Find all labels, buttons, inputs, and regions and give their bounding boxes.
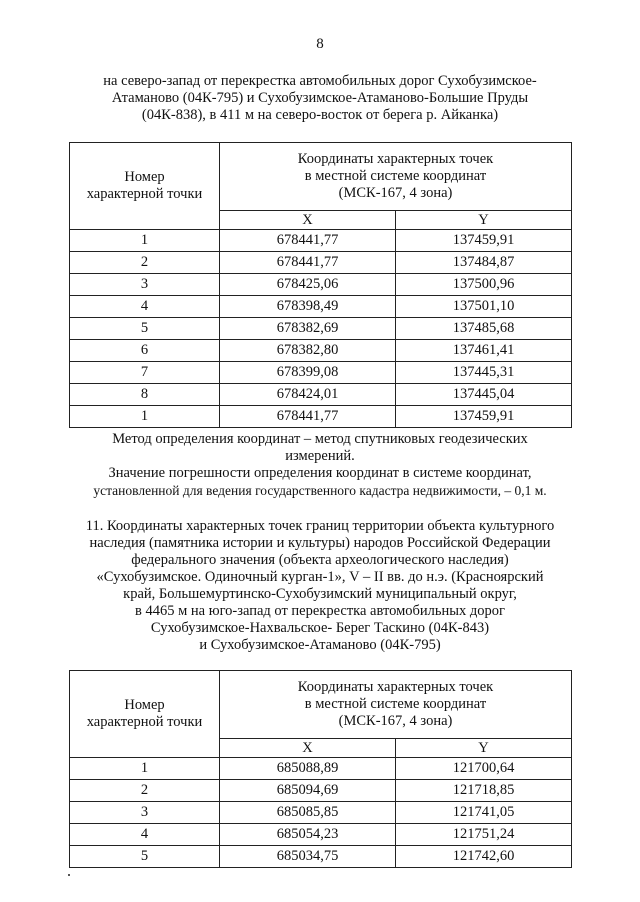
intro-line: (04К-838), в 411 м на северо-восток от берега р. Айканка) <box>141 107 499 123</box>
coordinates-table-2 <box>69 670 572 868</box>
x-value: 678441,77 <box>220 252 396 274</box>
y-value: 137445,04 <box>396 384 572 406</box>
section-11-paragraph <box>40 518 600 654</box>
method-line: Значение погрешности определения координат в системе координат, <box>108 465 532 481</box>
x-value: 678425,06 <box>220 274 396 296</box>
section-line: наследия (памятника истории и культуры) народов Российской Федерации <box>89 535 551 551</box>
y-value: 121741,05 <box>396 802 572 824</box>
section-line: Сухобузимское-Нахвальское- Берег Таскино (04К-843) <box>150 620 490 636</box>
table-row <box>70 274 572 296</box>
intro-line: Атаманово (04К-795) и Сухобузимское-Атаманово-Большие Пруды <box>111 90 529 106</box>
method-line: установленной для ведения государственного кадастра недвижимости, – 0,1 м. <box>93 483 547 498</box>
x-value: 678382,69 <box>220 318 396 340</box>
point-number: 1 <box>70 758 220 780</box>
y-value: 121742,60 <box>396 846 572 868</box>
y-value: 137459,91 <box>396 230 572 252</box>
section-line: «Сухобузимское. Одиночный курган-1», V – II вв. до н.э. (Красноярский <box>96 569 544 585</box>
y-column-header: Y <box>396 211 572 230</box>
intro-paragraph <box>40 73 600 124</box>
x-column-header: X <box>220 211 396 230</box>
table-row <box>70 362 572 384</box>
point-number: 5 <box>70 318 220 340</box>
y-value: 137501,10 <box>396 296 572 318</box>
y-value: 137445,31 <box>396 362 572 384</box>
method-line: Метод определения координат – метод спутниковых геодезических <box>112 431 528 447</box>
y-column-header: Y <box>396 739 572 758</box>
page-number: 8 <box>316 36 324 52</box>
point-number: 3 <box>70 274 220 296</box>
table-header-row <box>70 671 572 739</box>
x-value: 685088,89 <box>220 758 396 780</box>
y-value: 137461,41 <box>396 340 572 362</box>
x-value: 685034,75 <box>220 846 396 868</box>
point-number: 3 <box>70 802 220 824</box>
y-value: 121751,24 <box>396 824 572 846</box>
x-value: 678398,49 <box>220 296 396 318</box>
coordinates-table-1 <box>69 142 572 428</box>
y-value: 137484,87 <box>396 252 572 274</box>
section-line: федерального значения (объекта археологического наследия) <box>131 552 509 568</box>
point-number-header: Номер характерной точки <box>70 143 220 230</box>
x-value: 685094,69 <box>220 780 396 802</box>
point-number: 8 <box>70 384 220 406</box>
table-header-row <box>70 143 572 211</box>
x-value: 678424,01 <box>220 384 396 406</box>
method-paragraph <box>40 431 600 499</box>
table-row <box>70 406 572 428</box>
y-value: 137459,91 <box>396 406 572 428</box>
table-row <box>70 252 572 274</box>
method-line: измерений. <box>285 448 355 464</box>
x-value: 685085,85 <box>220 802 396 824</box>
point-number: 5 <box>70 846 220 868</box>
x-value: 678441,77 <box>220 406 396 428</box>
table-row <box>70 802 572 824</box>
x-value: 685054,23 <box>220 824 396 846</box>
y-value: 121700,64 <box>396 758 572 780</box>
point-number-header: Номер характерной точки <box>70 671 220 758</box>
x-value: 678441,77 <box>220 230 396 252</box>
table-row <box>70 318 572 340</box>
x-value: 678399,08 <box>220 362 396 384</box>
point-number: 4 <box>70 296 220 318</box>
point-number: 2 <box>70 780 220 802</box>
y-value: 137500,96 <box>396 274 572 296</box>
point-number: 1 <box>70 230 220 252</box>
coordinates-header: Координаты характерных точек в местной системе координат (МСК-167, 4 зона) <box>220 143 572 211</box>
intro-line: на северо-запад от перекрестка автомобильных дорог Сухобузимское- <box>103 73 537 89</box>
table-row <box>70 780 572 802</box>
section-line: 11. Координаты характерных точек границ территории объекта культурного <box>85 518 555 534</box>
coordinates-header: Координаты характерных точек в местной системе координат (МСК-167, 4 зона) <box>220 671 572 739</box>
point-number: 6 <box>70 340 220 362</box>
table-row <box>70 824 572 846</box>
point-number: 4 <box>70 824 220 846</box>
y-value: 137485,68 <box>396 318 572 340</box>
x-column-header: X <box>220 739 396 758</box>
point-number: 2 <box>70 252 220 274</box>
table-row <box>70 846 572 868</box>
table-row <box>70 230 572 252</box>
table-row <box>70 340 572 362</box>
y-value: 121718,85 <box>396 780 572 802</box>
section-line: край, Большемуртинско-Сухобузимский муниципальный округ, <box>123 586 517 602</box>
section-line: и Сухобузимское-Атаманово (04К-795) <box>199 637 441 653</box>
table-row <box>70 384 572 406</box>
point-number: 1 <box>70 406 220 428</box>
scan-speck <box>68 874 70 876</box>
table-row <box>70 296 572 318</box>
point-number: 7 <box>70 362 220 384</box>
section-line: в 4465 м на юго-запад от перекрестка автомобильных дорог <box>135 603 505 619</box>
x-value: 678382,80 <box>220 340 396 362</box>
table-row <box>70 758 572 780</box>
